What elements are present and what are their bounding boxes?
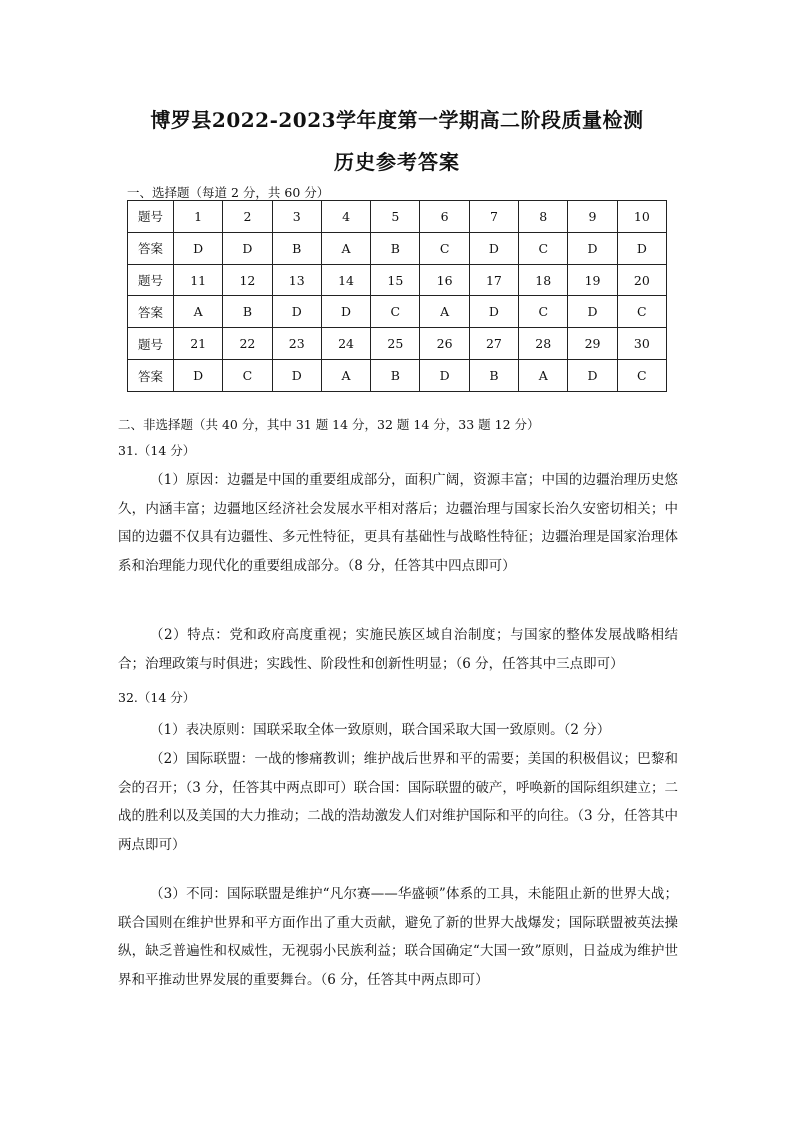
row-label-question: 题号 [128,201,174,233]
table-cell: A [519,360,568,392]
table-cell: 9 [568,201,617,233]
table-cell: C [223,360,272,392]
table-row [128,296,667,328]
question-31-heading: 31.（14 分） [118,443,196,458]
page-subtitle: 历史参考答案 [334,150,460,174]
section1-label: 一、选择题（每道 2 分，共 60 分） [127,185,330,200]
table-cell: A [321,360,370,392]
table-cell: 5 [371,201,420,233]
table-cell: B [272,232,321,264]
row-label-answer: 答案 [128,296,174,328]
page-title: 博罗县2022-2023学年度第一学期高二阶段质量检测 [150,108,644,132]
table-cell: D [174,232,223,264]
table-cell: D [568,232,617,264]
table-cell: D [272,296,321,328]
table-cell: 14 [321,264,370,296]
question-32-answer-3: （3）不同：国际联盟是维护“凡尔赛——华盛顿”体系的工具，未能阻止新的世界大战；联合国则在维护世界和平方面作出了重大贡献，避免了新的世界大战爆发；国际联盟被英法操纵，缺乏普遍性和权威性，无视弱小民族利益；联合国确定“大国一致”原则，日益成为维护世界和平推动世界发展的重要舞台。（6 分，任答其中两点即可） [118,886,678,988]
table-cell: A [174,296,223,328]
table-cell: 13 [272,264,321,296]
table-cell: 24 [321,328,370,360]
table-cell: D [469,232,518,264]
table-cell: 29 [568,328,617,360]
table-cell: 30 [617,328,666,360]
table-cell: 25 [371,328,420,360]
table-cell: D [272,360,321,392]
table-cell: A [420,296,469,328]
table-cell: 4 [321,201,370,233]
question-32-answer-2: （2）国际联盟：一战的惨痛教训；维护战后世界和平的需要；美国的积极倡议；巴黎和会的召开；（3 分，任答其中两点即可）联合国：国际联盟的破产，呼唤新的国际组织建立；二战的胜利以及美国的大力推动；二战的浩劫激发人们对维护国际和平的向往。（3 分，任答其中两点即可） [118,751,678,853]
table-cell: 12 [223,264,272,296]
row-label-question: 题号 [128,328,174,360]
row-label-question: 题号 [128,264,174,296]
table-cell: C [519,232,568,264]
section2-label: 二、非选择题（共 40 分，其中 31 题 14 分，32 题 14 分，33 题 12 分） [118,417,540,432]
table-cell: C [617,296,666,328]
table-cell: 7 [469,201,518,233]
table-cell: 21 [174,328,223,360]
table-cell: D [223,232,272,264]
table-cell: D [321,296,370,328]
table-cell: 22 [223,328,272,360]
table-cell: D [174,360,223,392]
table-cell: 19 [568,264,617,296]
table-row [128,328,667,360]
row-label-answer: 答案 [128,232,174,264]
table-cell: 17 [469,264,518,296]
table-cell: D [617,232,666,264]
table-row [128,232,667,264]
question-31-answer-1: （1）原因：边疆是中国的重要组成部分，面积广阔，资源丰富；中国的边疆治理历史悠久，内涵丰富；边疆地区经济社会发展水平相对落后；边疆治理与国家长治久安密切相关；中国的边疆不仅具有边疆性、多元性特征，更具有基础性与战略性特征；边疆治理是国家治理体系和治理能力现代化的重要组成部分。（8 分，任答其中四点即可） [118,472,678,574]
table-cell: D [568,360,617,392]
table-cell: 1 [174,201,223,233]
table-row [128,264,667,296]
table-cell: C [420,232,469,264]
table-cell: 20 [617,264,666,296]
table-cell: D [568,296,617,328]
table-cell: 10 [617,201,666,233]
table-cell: 18 [519,264,568,296]
table-cell: 28 [519,328,568,360]
row-label-answer: 答案 [128,360,174,392]
table-cell: 23 [272,328,321,360]
table-cell: 27 [469,328,518,360]
table-cell: 16 [420,264,469,296]
table-cell: D [420,360,469,392]
question-31-answer-2: （2）特点：党和政府高度重视；实施民族区域自治制度；与国家的整体发展战略相结合；治理政策与时俱进；实践性、阶段性和创新性明显；（6 分，任答其中三点即可） [118,627,678,672]
table-cell: B [371,232,420,264]
question-32-heading: 32.（14 分） [118,690,196,705]
table-row [128,201,667,233]
question-32-answer-1: （1）表决原则：国联采取全体一致原则，联合国采取大国一致原则。（2 分） [150,722,611,738]
table-cell: B [223,296,272,328]
table-cell: B [371,360,420,392]
table-cell: 2 [223,201,272,233]
answer-table [127,200,667,392]
table-cell: C [371,296,420,328]
table-cell: 6 [420,201,469,233]
table-cell: C [519,296,568,328]
table-cell: B [469,360,518,392]
table-cell: C [617,360,666,392]
table-row [128,360,667,392]
table-cell: 11 [174,264,223,296]
table-cell: D [469,296,518,328]
table-cell: 26 [420,328,469,360]
table-cell: 3 [272,201,321,233]
table-cell: A [321,232,370,264]
table-cell: 15 [371,264,420,296]
table-cell: 8 [519,201,568,233]
